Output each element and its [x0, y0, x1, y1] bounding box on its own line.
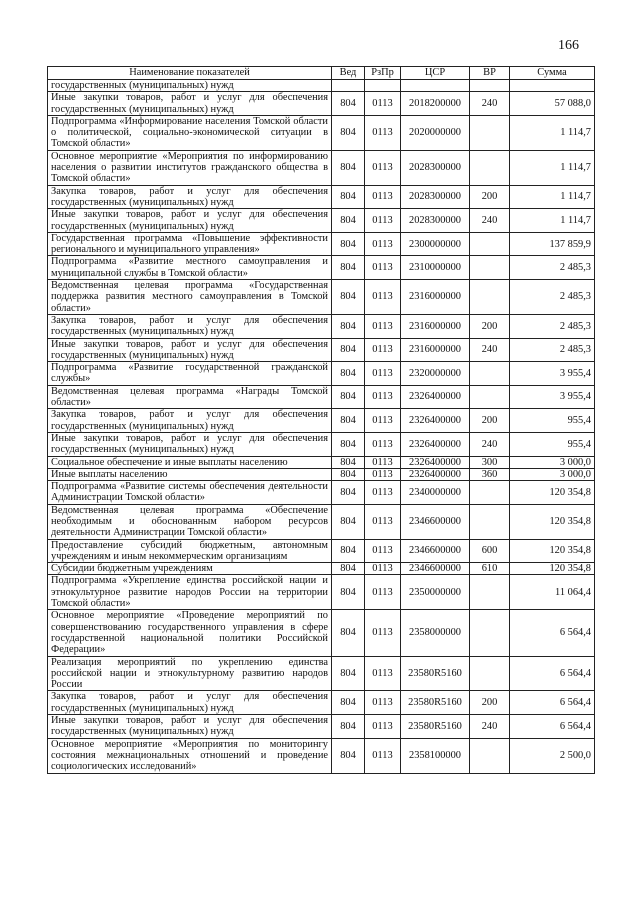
cell-name: Ведомственная целевая программа «Государственная поддержка развития местного самоуправления в Томской области»	[48, 280, 332, 315]
cell-csr: 2020000000	[401, 115, 470, 150]
cell-sum: 2 485,3	[510, 280, 595, 315]
cell-sum: 6 564,4	[510, 656, 595, 691]
table-header-row	[48, 67, 595, 80]
cell-name: Основное мероприятие «Мероприятия по информированию населения о развитии институтов гражданского общества в Томской области»	[48, 150, 332, 185]
cell-sum: 6 564,4	[510, 715, 595, 739]
cell-vr: 300	[470, 456, 510, 468]
cell-name: Иные закупки товаров, работ и услуг для обеспечения государственных (муниципальных) нужд	[48, 715, 332, 739]
cell-csr: 2310000000	[401, 256, 470, 280]
cell-ved: 804	[332, 432, 365, 456]
cell-sum: 120 354,8	[510, 504, 595, 539]
table-row	[48, 738, 595, 773]
cell-sum: 120 354,8	[510, 539, 595, 563]
cell-rzpr: 0113	[365, 715, 401, 739]
table-row	[48, 280, 595, 315]
cell-vr: 200	[470, 185, 510, 209]
table-row	[48, 92, 595, 116]
cell-name: Закупка товаров, работ и услуг для обеспечения государственных (муниципальных) нужд	[48, 409, 332, 433]
cell-ved: 804	[332, 539, 365, 563]
cell-rzpr: 0113	[365, 150, 401, 185]
cell-csr: 2358000000	[401, 610, 470, 656]
cell-rzpr: 0113	[365, 468, 401, 480]
header-sum: Сумма	[510, 67, 595, 80]
table-row	[48, 539, 595, 563]
cell-sum: 1 114,7	[510, 150, 595, 185]
cell-sum: 6 564,4	[510, 610, 595, 656]
cell-vr	[470, 504, 510, 539]
cell-csr: 2316000000	[401, 314, 470, 338]
cell-csr: 23580R5160	[401, 656, 470, 691]
table-row	[48, 715, 595, 739]
cell-vr: 240	[470, 432, 510, 456]
cell-vr: 240	[470, 715, 510, 739]
cell-vr	[470, 656, 510, 691]
cell-vr	[470, 738, 510, 773]
cell-name: Подпрограмма «Развитие местного самоуправления и муниципальной службы в Томской области»	[48, 256, 332, 280]
cell-ved: 804	[332, 338, 365, 362]
cell-csr: 2326400000	[401, 409, 470, 433]
cell-vr: 200	[470, 409, 510, 433]
cell-rzpr: 0113	[365, 738, 401, 773]
cell-csr: 2028300000	[401, 209, 470, 233]
cell-name: Закупка товаров, работ и услуг для обеспечения государственных (муниципальных) нужд	[48, 185, 332, 209]
cell-name: Государственная программа «Повышение эффективности регионального и муниципального управления»	[48, 232, 332, 256]
cell-sum: 955,4	[510, 409, 595, 433]
cell-vr: 200	[470, 314, 510, 338]
cell-csr: 2326400000	[401, 468, 470, 480]
cell-name: Реализация мероприятий по укреплению единства российской нации и этнокультурному развитию народов России	[48, 656, 332, 691]
cell-rzpr: 0113	[365, 209, 401, 233]
cell-rzpr: 0113	[365, 656, 401, 691]
cell-sum: 11 064,4	[510, 575, 595, 610]
cell-rzpr: 0113	[365, 92, 401, 116]
table-row	[48, 150, 595, 185]
cell-csr: 2346600000	[401, 539, 470, 563]
cell-vr	[470, 232, 510, 256]
cell-vr	[470, 256, 510, 280]
cell-rzpr: 0113	[365, 610, 401, 656]
cell-ved: 804	[332, 610, 365, 656]
cell-name: Закупка товаров, работ и услуг для обеспечения государственных (муниципальных) нужд	[48, 314, 332, 338]
cell-rzpr: 0113	[365, 232, 401, 256]
cell-vr	[470, 610, 510, 656]
cell-sum: 57 088,0	[510, 92, 595, 116]
cell-name: Подпрограмма «Развитие государственной гражданской службы»	[48, 362, 332, 386]
header-name: Наименование показателей	[48, 67, 332, 80]
cell-name: Основное мероприятие «Проведение мероприятий по совершенствованию государственного управления в сфере государственной национальной политики Российской Федерации»	[48, 610, 332, 656]
cell-sum: 3 955,4	[510, 362, 595, 386]
table-row	[48, 80, 595, 92]
cell-rzpr	[365, 80, 401, 92]
cell-rzpr: 0113	[365, 563, 401, 575]
table-row	[48, 256, 595, 280]
cell-sum: 1 114,7	[510, 185, 595, 209]
cell-csr: 23580R5160	[401, 691, 470, 715]
cell-vr: 240	[470, 92, 510, 116]
table-row	[48, 468, 595, 480]
table-row	[48, 338, 595, 362]
cell-vr	[470, 385, 510, 409]
cell-csr: 2320000000	[401, 362, 470, 386]
cell-rzpr: 0113	[365, 539, 401, 563]
table-row	[48, 504, 595, 539]
table-row	[48, 456, 595, 468]
cell-csr: 2300000000	[401, 232, 470, 256]
cell-rzpr: 0113	[365, 481, 401, 505]
cell-ved: 804	[332, 456, 365, 468]
cell-csr: 2358100000	[401, 738, 470, 773]
cell-name: Подпрограмма «Развитие системы обеспечения деятельности Администрации Томской области»	[48, 481, 332, 505]
cell-ved: 804	[332, 575, 365, 610]
table-row	[48, 362, 595, 386]
cell-rzpr: 0113	[365, 185, 401, 209]
cell-rzpr: 0113	[365, 575, 401, 610]
cell-ved: 804	[332, 691, 365, 715]
cell-sum: 3 000,0	[510, 456, 595, 468]
cell-csr: 2316000000	[401, 280, 470, 315]
cell-sum: 2 500,0	[510, 738, 595, 773]
cell-rzpr: 0113	[365, 314, 401, 338]
cell-csr: 2346600000	[401, 563, 470, 575]
cell-ved: 804	[332, 409, 365, 433]
cell-rzpr: 0113	[365, 362, 401, 386]
cell-ved: 804	[332, 656, 365, 691]
cell-csr: 23580R5160	[401, 715, 470, 739]
table-row	[48, 656, 595, 691]
cell-ved: 804	[332, 468, 365, 480]
cell-sum: 1 114,7	[510, 115, 595, 150]
cell-rzpr: 0113	[365, 432, 401, 456]
cell-csr: 2316000000	[401, 338, 470, 362]
cell-ved: 804	[332, 314, 365, 338]
cell-sum: 120 354,8	[510, 563, 595, 575]
cell-ved: 804	[332, 150, 365, 185]
cell-csr: 2018200000	[401, 92, 470, 116]
cell-vr: 240	[470, 209, 510, 233]
cell-name: Подпрограмма «Информирование населения Томской области о политической, социально-экономической ситуации в Томской области»	[48, 115, 332, 150]
cell-rzpr: 0113	[365, 691, 401, 715]
cell-rzpr: 0113	[365, 115, 401, 150]
cell-name: Иные закупки товаров, работ и услуг для обеспечения государственных (муниципальных) нужд	[48, 432, 332, 456]
cell-name: Предоставление субсидий бюджетным, автономным учреждениям и иным некоммерческим организациям	[48, 539, 332, 563]
cell-vr: 200	[470, 691, 510, 715]
header-ved: Вед	[332, 67, 365, 80]
table-row	[48, 432, 595, 456]
table-body	[48, 80, 595, 774]
cell-ved: 804	[332, 280, 365, 315]
cell-ved: 804	[332, 256, 365, 280]
cell-name: Подпрограмма «Укрепление единства российской нации и этнокультурное развитие народов России на территории Томской области»	[48, 575, 332, 610]
cell-csr: 2028300000	[401, 185, 470, 209]
table-row	[48, 209, 595, 233]
table-row	[48, 185, 595, 209]
page-number: 166	[558, 38, 579, 53]
cell-vr	[470, 362, 510, 386]
cell-name: государственных (муниципальных) нужд	[48, 80, 332, 92]
cell-csr: 2326400000	[401, 456, 470, 468]
table-row	[48, 409, 595, 433]
table-row	[48, 610, 595, 656]
cell-sum: 955,4	[510, 432, 595, 456]
cell-sum: 3 000,0	[510, 468, 595, 480]
cell-name: Иные закупки товаров, работ и услуг для обеспечения государственных (муниципальных) нужд	[48, 92, 332, 116]
cell-rzpr: 0113	[365, 409, 401, 433]
cell-vr	[470, 150, 510, 185]
cell-vr: 360	[470, 468, 510, 480]
cell-ved: 804	[332, 385, 365, 409]
cell-csr: 2346600000	[401, 504, 470, 539]
table-row	[48, 385, 595, 409]
cell-rzpr: 0113	[365, 456, 401, 468]
cell-ved: 804	[332, 115, 365, 150]
table-row	[48, 314, 595, 338]
budget-table	[47, 66, 595, 774]
cell-vr	[470, 280, 510, 315]
cell-name: Иные выплаты населению	[48, 468, 332, 480]
cell-sum: 120 354,8	[510, 481, 595, 505]
cell-csr: 2326400000	[401, 385, 470, 409]
cell-vr	[470, 481, 510, 505]
cell-ved: 804	[332, 362, 365, 386]
cell-sum: 2 485,3	[510, 256, 595, 280]
cell-csr	[401, 80, 470, 92]
cell-rzpr: 0113	[365, 338, 401, 362]
table-row	[48, 481, 595, 505]
cell-ved: 804	[332, 209, 365, 233]
table-row	[48, 575, 595, 610]
cell-ved	[332, 80, 365, 92]
cell-sum	[510, 80, 595, 92]
cell-vr	[470, 80, 510, 92]
cell-ved: 804	[332, 504, 365, 539]
table-row	[48, 115, 595, 150]
cell-rzpr: 0113	[365, 504, 401, 539]
cell-ved: 804	[332, 738, 365, 773]
table-row	[48, 563, 595, 575]
table-row	[48, 232, 595, 256]
cell-name: Субсидии бюджетным учреждениям	[48, 563, 332, 575]
cell-name: Основное мероприятие «Мероприятия по мониторингу состояния межнациональных отношений и проведение социологических исследований»	[48, 738, 332, 773]
cell-name: Ведомственная целевая программа «Награды Томской области»	[48, 385, 332, 409]
cell-rzpr: 0113	[365, 256, 401, 280]
header-vr: ВР	[470, 67, 510, 80]
cell-name: Иные закупки товаров, работ и услуг для обеспечения государственных (муниципальных) нужд	[48, 209, 332, 233]
cell-vr	[470, 115, 510, 150]
cell-vr	[470, 575, 510, 610]
cell-sum: 2 485,3	[510, 314, 595, 338]
cell-sum: 1 114,7	[510, 209, 595, 233]
header-csr: ЦСР	[401, 67, 470, 80]
header-rzpr: РзПр	[365, 67, 401, 80]
cell-vr: 600	[470, 539, 510, 563]
cell-csr: 2340000000	[401, 481, 470, 505]
cell-csr: 2028300000	[401, 150, 470, 185]
cell-name: Иные закупки товаров, работ и услуг для обеспечения государственных (муниципальных) нужд	[48, 338, 332, 362]
cell-name: Социальное обеспечение и иные выплаты населению	[48, 456, 332, 468]
cell-sum: 6 564,4	[510, 691, 595, 715]
cell-ved: 804	[332, 92, 365, 116]
cell-csr: 2350000000	[401, 575, 470, 610]
cell-vr: 610	[470, 563, 510, 575]
cell-csr: 2326400000	[401, 432, 470, 456]
cell-rzpr: 0113	[365, 385, 401, 409]
table-row	[48, 691, 595, 715]
cell-sum: 2 485,3	[510, 338, 595, 362]
cell-vr: 240	[470, 338, 510, 362]
cell-sum: 137 859,9	[510, 232, 595, 256]
cell-name: Закупка товаров, работ и услуг для обеспечения государственных (муниципальных) нужд	[48, 691, 332, 715]
cell-ved: 804	[332, 232, 365, 256]
cell-rzpr: 0113	[365, 280, 401, 315]
cell-name: Ведомственная целевая программа «Обеспечение необходимым и обоснованным набором ресурсов деятельности Администрации Томской области»	[48, 504, 332, 539]
cell-ved: 804	[332, 481, 365, 505]
cell-sum: 3 955,4	[510, 385, 595, 409]
cell-ved: 804	[332, 563, 365, 575]
cell-ved: 804	[332, 185, 365, 209]
cell-ved: 804	[332, 715, 365, 739]
